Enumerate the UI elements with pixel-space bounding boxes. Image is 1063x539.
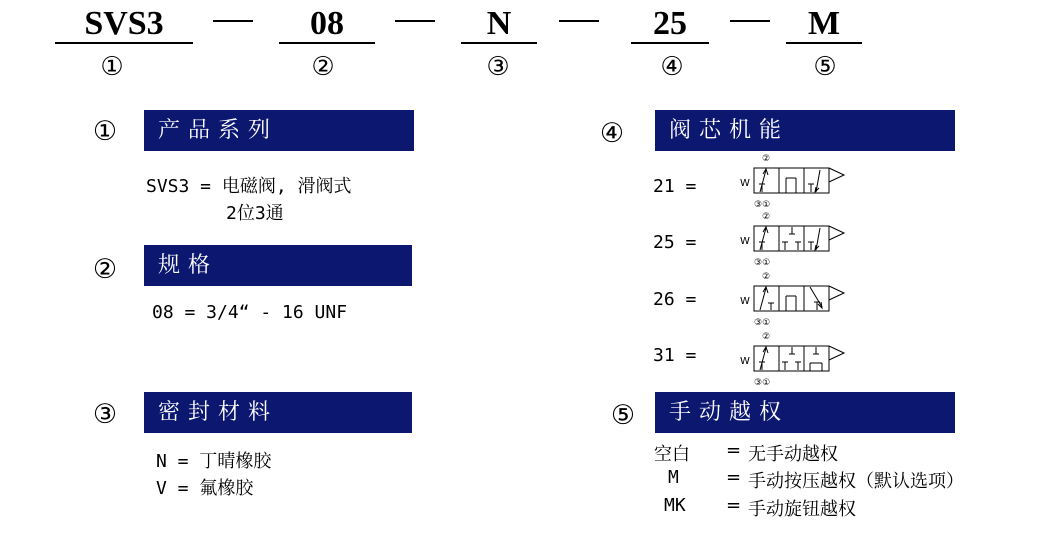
override-eq: =	[726, 440, 742, 461]
spool-26-icon	[738, 270, 858, 332]
series-line-2: 2位3通	[226, 203, 284, 224]
section-header-seal: 密封材料	[144, 392, 412, 433]
code-separator	[730, 20, 770, 22]
section-marker-seal: ③	[92, 399, 118, 430]
code-separator	[559, 20, 599, 22]
svg-text:③①: ③①	[754, 378, 771, 388]
code-part-spool: 25	[631, 2, 709, 44]
override-key-m: M	[668, 467, 679, 488]
code-marker-3: ③	[486, 52, 510, 82]
seal-line-2: V = 氟橡胶	[156, 478, 254, 499]
spool-25-icon	[738, 210, 858, 272]
code-part-series: SVS3	[55, 2, 193, 44]
series-line-1: SVS3 = 电磁阀, 滑阀式	[146, 176, 352, 197]
section-header-size: 规格	[144, 245, 412, 286]
svg-text:W: W	[740, 356, 750, 367]
size-line-1: 08 = 3/4“ - 16 UNF	[152, 302, 348, 323]
override-key-blank: 空白	[654, 444, 690, 465]
code-marker-1: ①	[100, 52, 124, 82]
override-value-m: 手动按压越权（默认选项）	[748, 471, 964, 492]
svg-text:②: ②	[762, 272, 771, 282]
code-marker-5: ⑤	[813, 52, 837, 82]
section-marker-override: ⑤	[610, 400, 636, 431]
code-marker-4: ④	[660, 52, 684, 82]
seal-line-1: N = 丁晴橡胶	[156, 451, 272, 472]
spool-21-icon	[738, 152, 858, 214]
section-marker-size: ②	[92, 254, 118, 285]
svg-text:③①: ③①	[754, 200, 771, 210]
spool-code-25: 25 =	[653, 232, 697, 253]
svg-text:③①: ③①	[754, 318, 771, 328]
code-marker-2: ②	[311, 52, 335, 82]
spool-code-26: 26 =	[653, 289, 697, 310]
override-value-mk: 手动旋钮越权	[748, 499, 856, 520]
svg-text:②: ②	[762, 212, 771, 222]
override-key-mk: MK	[664, 495, 686, 516]
svg-text:②: ②	[762, 154, 771, 164]
override-eq: =	[726, 495, 742, 516]
code-separator	[395, 20, 435, 22]
spool-code-21: 21 =	[653, 176, 697, 197]
svg-text:②: ②	[762, 332, 771, 342]
code-separator	[213, 20, 253, 22]
svg-text:③①: ③①	[754, 258, 771, 268]
section-marker-series: ①	[92, 116, 118, 147]
section-header-override: 手动越权	[655, 392, 955, 433]
section-header-series: 产品系列	[144, 110, 414, 151]
code-part-size: 08	[279, 2, 375, 44]
code-part-override: M	[786, 2, 862, 44]
svg-text:W: W	[740, 296, 750, 307]
svg-text:W: W	[740, 178, 750, 189]
section-marker-spool: ④	[599, 118, 625, 149]
override-eq: =	[726, 467, 742, 488]
spool-code-31: 31 =	[653, 345, 697, 366]
code-part-seal: N	[461, 2, 537, 44]
section-header-spool: 阀芯机能	[655, 110, 955, 151]
override-value-blank: 无手动越权	[748, 444, 838, 465]
spool-31-icon	[738, 330, 858, 392]
svg-text:W: W	[740, 236, 750, 247]
